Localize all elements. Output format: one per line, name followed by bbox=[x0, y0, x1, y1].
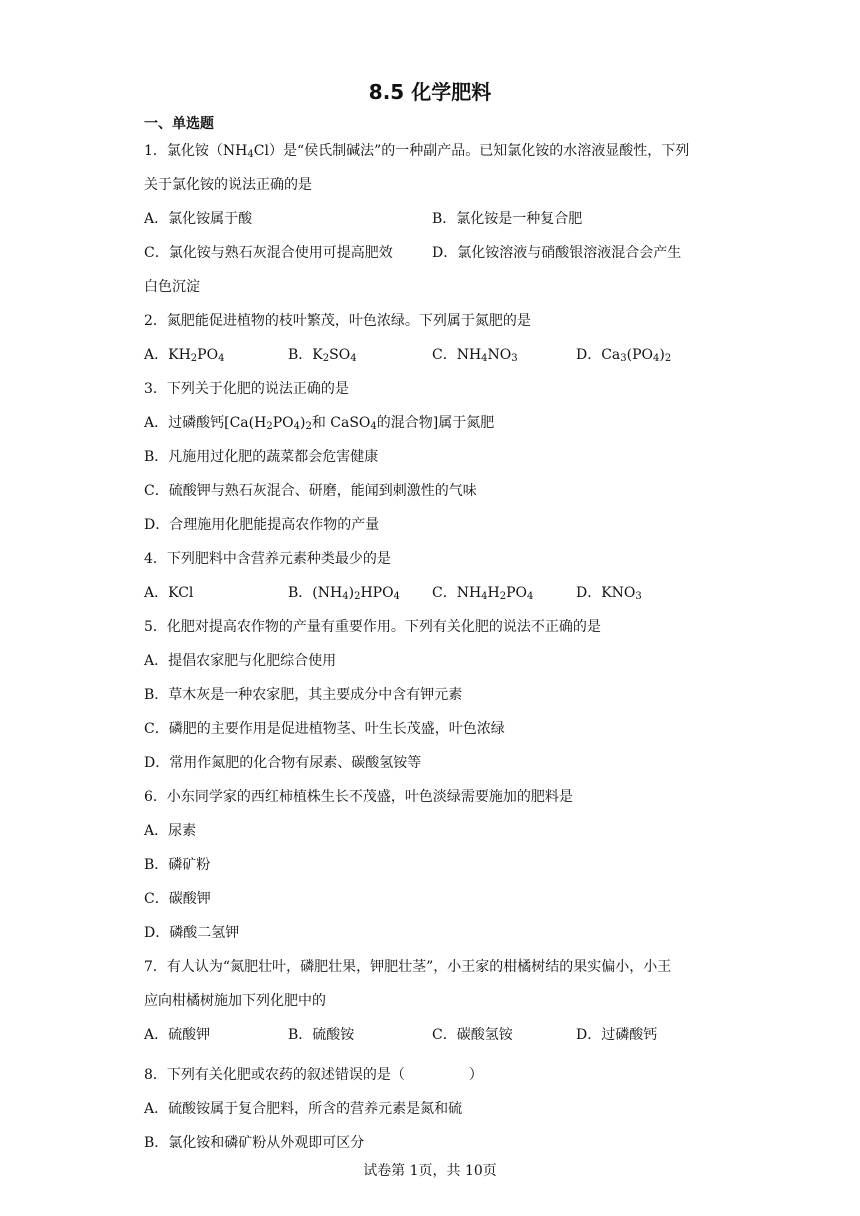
q7-option-b: B．硫酸铵 bbox=[288, 1027, 355, 1043]
q4-option-a: A．KCl bbox=[144, 585, 194, 601]
q1-option-b: B．氯化铵是一种复合肥 bbox=[432, 211, 583, 227]
q5-stem: 5．化肥对提高农作物的产量有重要作用。下列有关化肥的说法不正确的是 bbox=[144, 619, 601, 635]
q6-stem: 6．小东同学家的西红柿植株生长不茂盛，叶色淡绿需要施加的肥料是 bbox=[144, 789, 573, 805]
page-footer: 试卷第 1页，共 10页 bbox=[363, 1163, 497, 1179]
q1-option-d-cont: 白色沉淀 bbox=[144, 279, 200, 295]
q7-option-c: C．碳酸氢铵 bbox=[432, 1027, 513, 1043]
q1-option-a: A．氯化铵属于酸 bbox=[144, 211, 253, 227]
q4-option-b: B．$(NH_4)_2HPO_4$ bbox=[288, 585, 400, 602]
q7-stem-line2: 应向柑橘树施加下列化肥中的 bbox=[144, 993, 326, 1009]
q6-option-d: D．磷酸二氢钾 bbox=[144, 925, 240, 941]
question-list bbox=[144, 134, 720, 1160]
q6-option-b: B．磷矿粉 bbox=[144, 857, 211, 873]
q3-option-d: D．合理施用化肥能提高农作物的产量 bbox=[144, 517, 380, 533]
q5-option-a: A．提倡农家肥与化肥综合使用 bbox=[144, 653, 337, 669]
q2-option-b: B．$K_2SO_4$ bbox=[288, 347, 357, 364]
q8-option-a: A．硫酸铵属于复合肥料，所含的营养元素是氮和硫 bbox=[144, 1101, 463, 1117]
q3-option-a: A．过磷酸钙[$Ca(H_2PO_4)_2$和 CaSO$_4$的混合物]属于氮肥 bbox=[144, 415, 495, 432]
q2-options bbox=[144, 338, 720, 372]
q2-option-d: D．$Ca_3(PO_4)_2$ bbox=[576, 347, 672, 364]
page-title: 8.5 化学肥料 bbox=[368, 80, 492, 104]
q6-option-a: A．尿素 bbox=[144, 823, 197, 839]
q4-options bbox=[144, 576, 720, 610]
q7-option-d: D．过磷酸钙 bbox=[576, 1027, 658, 1043]
q3-stem: 3．下列关于化肥的说法正确的是 bbox=[144, 381, 349, 397]
q2-stem: 2．氮肥能促进植物的枝叶繁茂，叶色浓绿。下列属于氮肥的是 bbox=[144, 313, 531, 329]
q1-stem-line2: 关于氯化铵的说法正确的是 bbox=[144, 177, 312, 193]
q7-option-a: A．硫酸钾 bbox=[144, 1027, 211, 1043]
q4-option-c: C．$NH_4H_2PO_4$ bbox=[432, 585, 534, 602]
q5-option-d: D．常用作氮肥的化合物有尿素、碳酸氢铵等 bbox=[144, 755, 422, 771]
q4-option-d: D．$KNO_3$ bbox=[576, 585, 642, 602]
q4-stem: 4．下列肥料中含营养元素种类最少的是 bbox=[144, 551, 391, 567]
q1-options-ab bbox=[144, 202, 720, 236]
q5-option-b: B．草木灰是一种农家肥，其主要成分中含有钾元素 bbox=[144, 687, 463, 703]
q1-option-d: D．氯化铵溶液与硝酸银溶液混合会产生 bbox=[432, 245, 682, 261]
q7-stem-line1: 7．有人认为“氮肥壮叶，磷肥壮果，钾肥壮茎”，小王家的柑橘树结的果实偏小，小王 bbox=[144, 959, 672, 975]
q6-option-c: C．碳酸钾 bbox=[144, 891, 211, 907]
q1-stem-line1: 1．氯化铵$(NH_4Cl)$是“侯氏制碱法”的一种副产品。已知氯化铵的水溶液显酸性，下列 bbox=[144, 143, 690, 160]
q3-option-b: B．凡施用过化肥的蔬菜都会危害健康 bbox=[144, 449, 379, 465]
q1-options-cd bbox=[144, 236, 720, 270]
q7-options bbox=[144, 1018, 720, 1052]
q2-option-a: A．$KH_2PO_4$ bbox=[144, 347, 225, 364]
q8-option-b: B．氯化铵和磷矿粉从外观即可区分 bbox=[144, 1135, 365, 1151]
q1-option-c: C．氯化铵与熟石灰混合使用可提高肥效 bbox=[144, 245, 393, 261]
q5-option-c: C．磷肥的主要作用是促进植物茎、叶生长茂盛，叶色浓绿 bbox=[144, 721, 505, 737]
q3-option-c: C．硫酸钾与熟石灰混合、研磨，能闻到刺激性的气味 bbox=[144, 483, 477, 499]
q8-stem: 8．下列有关化肥或农药的叙述错误的是（ ） bbox=[144, 1067, 483, 1083]
q2-option-c: C．$NH_4NO_3$ bbox=[432, 347, 518, 364]
section-heading: 一、单选题 bbox=[144, 116, 214, 132]
